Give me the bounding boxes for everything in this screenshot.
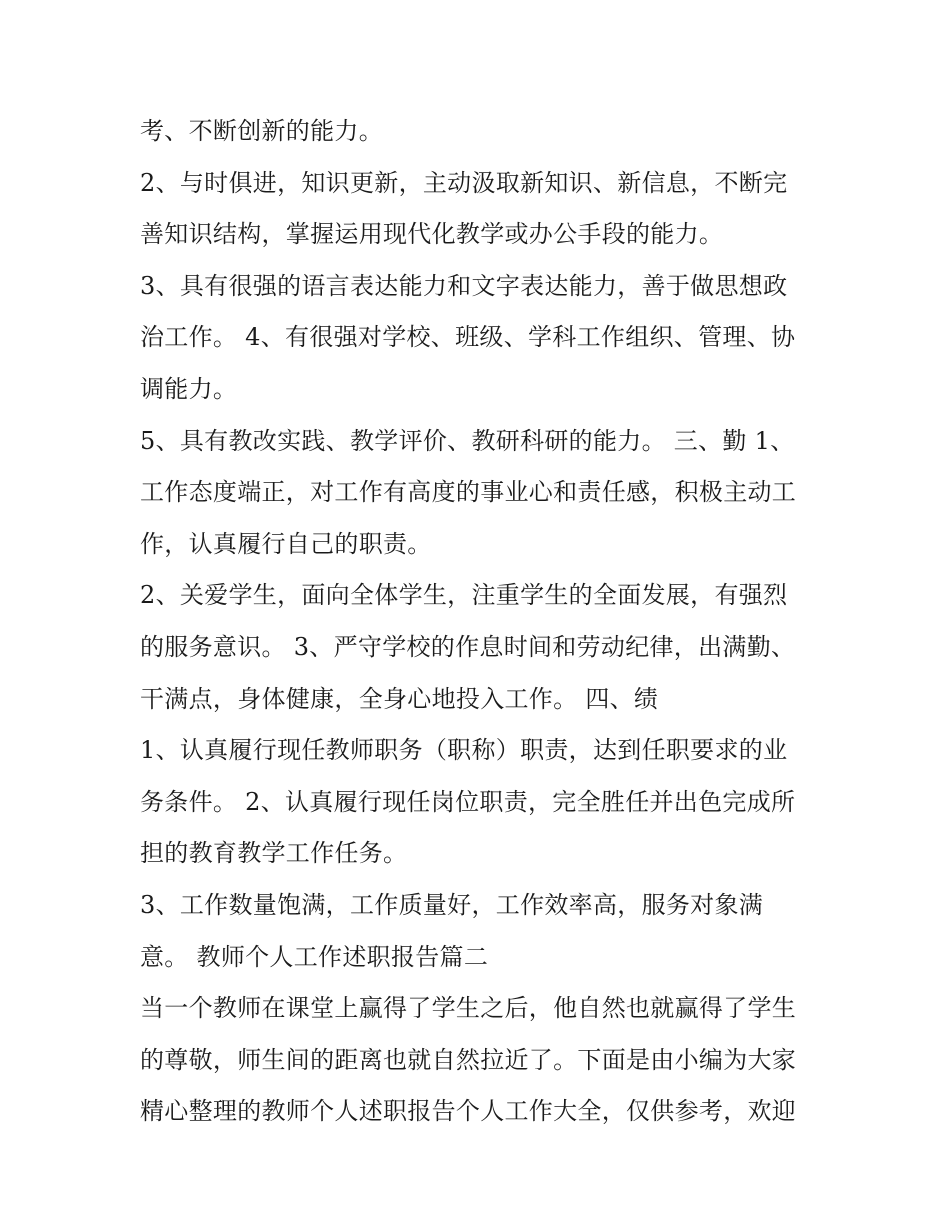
text-line: 担的教育教学工作任务。 <box>140 839 408 868</box>
text-line: 2、与时俱进，知识更新，主动汲取新知识、新信息，不断完 <box>140 168 788 197</box>
body-text <box>140 106 830 1138</box>
text-line: 治工作。 4、有很强对学校、班级、学科工作组织、管理、协 <box>140 323 796 352</box>
text-line: 工作态度端正，对工作有高度的事业心和责任感，积极主动工 <box>140 478 797 507</box>
text-line: 1、认真履行现任教师职务（职称）职责，达到任职要求的业 <box>140 736 788 765</box>
text-line: 考、不断创新的能力。 <box>140 117 383 145</box>
text-line: 的尊敬，师生间的距离也就自然拉近了。下面是由小编为大家 <box>140 1045 797 1074</box>
text-line: 5、具有教改实践、教学评价、教研科研的能力。 三、勤 1、 <box>140 426 795 455</box>
text-line: 干满点，身体健康，全身心地投入工作。 四、绩 <box>140 684 659 713</box>
text-line: 的服务意识。 3、严守学校的作息时间和劳动纪律，出满勤、 <box>140 632 796 661</box>
text-line: 务条件。 2、认真履行现任岗位职责，完全胜任并出色完成所 <box>140 787 796 816</box>
text-line: 3、具有很强的语言表达能力和文字表达能力，善于做思想政 <box>140 271 788 300</box>
text-line: 作，认真履行自己的职责。 <box>140 529 432 558</box>
text-line: 2、关爱学生，面向全体学生，注重学生的全面发展，有强烈 <box>140 581 788 610</box>
text-line: 调能力。 <box>140 374 238 403</box>
text-line: 善知识结构，掌握运用现代化教学或办公手段的能力。 <box>140 220 724 249</box>
text-line: 精心整理的教师个人述职报告个人工作大全，仅供参考，欢迎 <box>140 1097 797 1126</box>
text-line: 当一个教师在课堂上赢得了学生之后，他自然也就赢得了学生 <box>140 994 797 1023</box>
text-line: 3、工作数量饱满，工作质量好，工作效率高，服务对象满 <box>140 890 764 919</box>
text-line: 意。 教师个人工作述职报告篇二 <box>140 942 489 971</box>
